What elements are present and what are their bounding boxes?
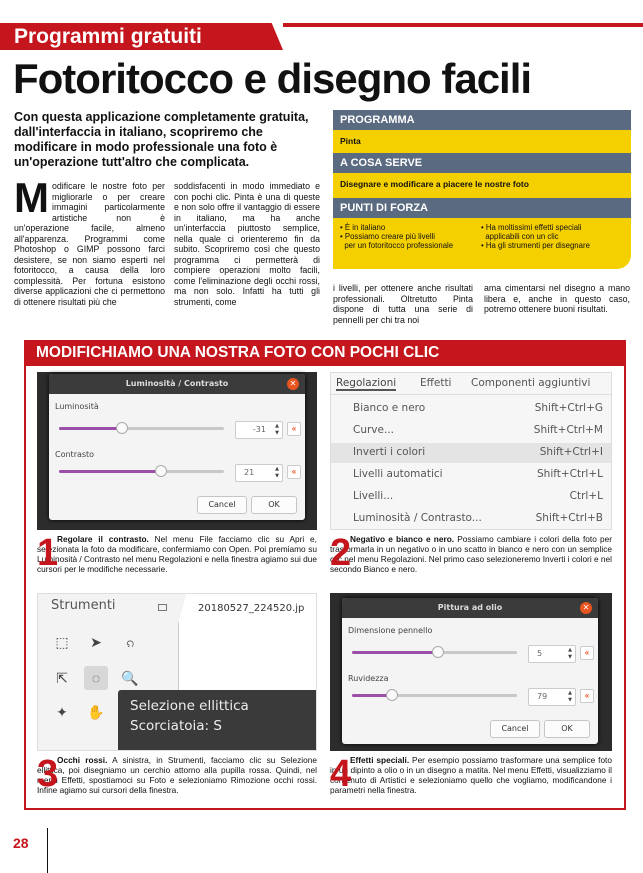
- rectangle-select-icon[interactable]: ⬚: [55, 634, 69, 650]
- step-1: [37, 534, 317, 584]
- intro-text: Con questa applicazione completamente gratuita, dall'interfaccia in italiano, scopriremo che modificare in modo professionale una foto è un'operazione tutt'altro che complicata.: [14, 110, 309, 169]
- info-head-purpose: A COSA SERVE: [333, 153, 631, 173]
- magic-wand-icon[interactable]: ✦: [56, 704, 68, 720]
- step-number: 1: [37, 532, 59, 574]
- move-selected-icon[interactable]: ⇱: [56, 670, 68, 686]
- screenshot-oil-paint: [330, 593, 612, 751]
- body-col-4: ama cimentarsi nel disegno a mano libera e, anche in questo caso, potremo ottenere buoni risultati.: [484, 283, 630, 314]
- page-title: Fotoritocco e disegno facili: [13, 55, 532, 102]
- step-4: [330, 755, 612, 805]
- menu-item-shortcut: Shift+Ctrl+B: [535, 512, 603, 524]
- strength-point: • Possiamo creare più livelli per un fotoritocco professionale: [340, 232, 454, 250]
- menu-item[interactable]: [331, 509, 611, 529]
- strength-point: • È in italiano: [340, 223, 386, 232]
- brightness-slider[interactable]: [59, 427, 224, 430]
- zoom-icon[interactable]: 🔍: [121, 670, 139, 686]
- banner-title: Programmi gratuiti: [14, 25, 202, 48]
- menu-item-label: Inverti i colori: [353, 446, 426, 458]
- menu-bar: [331, 373, 612, 395]
- info-head-strengths: PUNTI DI FORZA: [333, 198, 631, 218]
- step-text: Occhi rossi. A sinistra, in Strumenti, facciamo clic su Selezione ellittica, poi disegniamo un cerchio attorno alla pupilla rossa. Quindi, nel menu Effetti, spostiamoci su Foto e selezioniamo Rimozione occhi rossi. Infine agiamo sui cursori della finestra.: [37, 755, 317, 795]
- menu-item-shortcut: Shift+Ctrl+L: [537, 468, 603, 480]
- banner-stripe: [283, 23, 643, 27]
- slider-fill: [59, 427, 122, 430]
- menu-item-shortcut: Shift+Ctrl+G: [534, 402, 603, 414]
- step-number: 2: [330, 532, 352, 574]
- roughness-input[interactable]: 79 ▲ ▼: [528, 688, 576, 706]
- menu-item[interactable]: [331, 487, 611, 507]
- brush-size-slider[interactable]: [352, 651, 517, 654]
- step-3: [37, 755, 317, 805]
- body-col-2: soddisfacenti in modo immediato e con pochi clic. Pinta è una di queste e non solo offre il vantaggio di essere in italiano, ma ha anche un'interfaccia piuttosto semplice, nella quale ci orienteremo fin da subito. Scopriremo così che questo programma ci permetterà di compiere operazioni molto facili, come l'eliminazione degli occhi rossi, ma non solo. Infatti ha tutti gli strumenti, come: [174, 181, 320, 307]
- tooltip-shortcut: Scorciatoia: S: [130, 718, 222, 734]
- menu-item[interactable]: [331, 421, 611, 441]
- ellipse-select-icon[interactable]: ◌: [84, 666, 108, 690]
- dialog-title: Luminosità / Contrasto: [125, 379, 229, 388]
- tab-effetti[interactable]: Effetti: [420, 377, 452, 389]
- label-roughness: Ruvidezza: [348, 674, 389, 683]
- screenshot-menu: [330, 372, 612, 530]
- slider-knob[interactable]: [116, 422, 128, 434]
- step-2: [330, 534, 612, 584]
- info-head-programma: PROGRAMMA: [333, 110, 631, 130]
- info-program-value: Pinta: [340, 136, 361, 146]
- menu-item-shortcut: Shift+Ctrl+M: [533, 424, 603, 436]
- page-number: 28: [13, 835, 29, 851]
- menu-item-label: Curve...: [353, 424, 394, 436]
- tools-title: Strumenti: [51, 598, 116, 613]
- info-purpose-value: Disegnare e modificare a piacere le nostre foto: [340, 179, 529, 189]
- body-text-1: odificare le nostre foto per migliorarle o per creare immagini particolarmente artistiche non è un'operazione facile, almeno all'apparenza. Programmi come Photoshop o GIMP possono farci desistere, se non siamo esperti nel fotoritocco, a causa della loro complessità. Per fortuna esistono diverse applicazioni che ci permettono di ottenere risultati più che: [14, 181, 165, 307]
- label-brightness: Luminosità: [55, 402, 99, 411]
- cancel-button[interactable]: Cancel: [490, 720, 540, 738]
- menu-item-shortcut: Shift+Ctrl+I: [539, 446, 603, 458]
- roughness-slider[interactable]: [352, 694, 517, 697]
- brush-size-value: 5: [537, 649, 543, 658]
- menu-item-shortcut: Ctrl+L: [569, 490, 603, 502]
- slider-knob[interactable]: [386, 689, 398, 701]
- brightness-input[interactable]: -31 ▲ ▼: [235, 421, 283, 439]
- cancel-button[interactable]: Cancel: [197, 496, 247, 514]
- reset-icon[interactable]: «: [580, 646, 594, 660]
- oil-paint-dialog: [342, 598, 598, 744]
- label-contrast: Contrasto: [55, 450, 95, 459]
- tab-regolazioni[interactable]: Regolazioni: [336, 377, 397, 389]
- contrast-input[interactable]: 21 ▲ ▼: [235, 464, 283, 482]
- info-box: [333, 110, 631, 269]
- contrast-slider[interactable]: [59, 470, 224, 473]
- slider-knob[interactable]: [432, 646, 444, 658]
- file-name: 20180527_224520.jp: [198, 603, 305, 614]
- move-selection-icon[interactable]: ➤: [90, 634, 102, 650]
- slider-fill: [352, 651, 438, 654]
- dialog-titlebar: [49, 374, 305, 394]
- slider-fill: [59, 470, 161, 473]
- reset-icon[interactable]: «: [287, 465, 301, 479]
- dialog-title: Pittura ad olio: [437, 603, 503, 612]
- step-text: Regolare il contrasto. Nel menu File facciamo clic su Apri e, selezionata la foto da modificare, confermiamo con Open. Poi premiamo su Luminosità / Contrasto nel menu Regolazioni e nella finestra agiamo sui due cursori per le modifiche necessarie.: [37, 534, 317, 574]
- pan-icon[interactable]: ✋: [87, 704, 105, 720]
- label-brush-size: Dimensione pennello: [348, 626, 433, 635]
- drop-cap: M: [14, 174, 49, 221]
- section-title: MODIFICHIAMO UNA NOSTRA FOTO CON POCHI CLIC: [36, 344, 440, 361]
- menu-item-label: Bianco e nero: [353, 402, 426, 414]
- slider-knob[interactable]: [155, 465, 167, 477]
- tooltip: [118, 690, 317, 751]
- step-text: Negativo e bianco e nero. Possiamo cambiare i colori della foto per trasformarla in un negativo o in uno scatto in bianco e nero con un semplice clic nel menu Regolazioni. Nel primo caso selezioneremo Inverti i colori e nel secondo Bianco e nero.: [330, 534, 612, 574]
- contrast-value: 21: [244, 468, 255, 477]
- screenshot-tools: [37, 593, 317, 751]
- reset-icon[interactable]: «: [580, 689, 594, 703]
- lasso-icon[interactable]: ၵ: [126, 634, 134, 650]
- menu-item-label: Livelli automatici: [353, 468, 443, 480]
- brightness-value: -31: [252, 425, 266, 434]
- brush-size-input[interactable]: 5 ▲ ▼: [528, 645, 576, 663]
- strength-point: • Ha gli strumenti per disegnare: [481, 241, 590, 250]
- close-icon[interactable]: ✕: [287, 378, 299, 390]
- step-number: 4: [330, 753, 352, 795]
- menu-item[interactable]: [331, 399, 611, 419]
- tab-componenti[interactable]: Componenti aggiuntivi: [471, 377, 591, 389]
- menu-item-label: Luminosità / Contrasto...: [353, 512, 482, 524]
- step-text: Effetti speciali. Per esempio possiamo trasformare una semplice foto in un dipinto a olio o in un disegno a matita. Nel menu Effetti, visualizziamo il contenuto di Artistici e selezioniamo quello che vogliamo, modificandone i parametri nella finestra.: [330, 755, 612, 795]
- reset-icon[interactable]: «: [287, 422, 301, 436]
- step-number: 3: [37, 753, 59, 795]
- menu-item-label: Livelli...: [353, 490, 394, 502]
- body-col-1: [14, 174, 165, 307]
- page-divider: [47, 828, 48, 873]
- body-col-3: i livelli, per ottenere anche risultati professionali. Oltretutto Pinta dispone di tutta una serie di pennelli per chi tra noi: [333, 283, 473, 325]
- tooltip-title: Selezione ellittica: [130, 698, 249, 714]
- dialog-titlebar: [342, 598, 598, 618]
- screenshot-brightness: [37, 372, 317, 530]
- menu-item[interactable]: [331, 443, 611, 463]
- maximize-icon[interactable]: [158, 604, 167, 611]
- roughness-value: 79: [537, 692, 548, 701]
- close-icon[interactable]: ✕: [580, 602, 592, 614]
- brightness-dialog: [49, 374, 305, 520]
- ok-button[interactable]: OK: [251, 496, 297, 514]
- ok-button[interactable]: OK: [544, 720, 590, 738]
- strength-point: • Ha moltissimi effetti speciali applicabili con un clic: [481, 223, 582, 241]
- menu-item[interactable]: [331, 465, 611, 485]
